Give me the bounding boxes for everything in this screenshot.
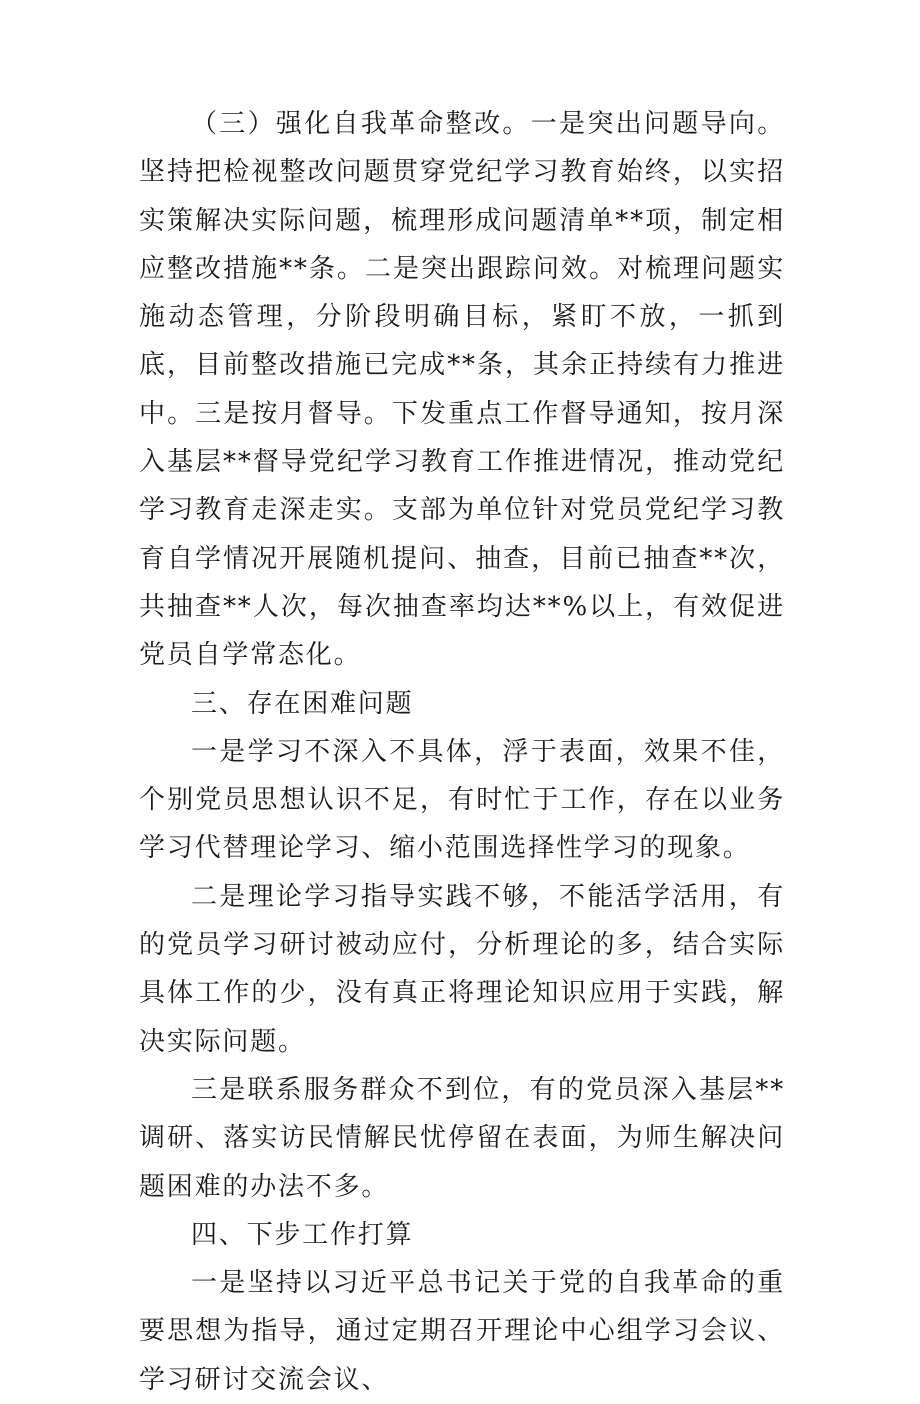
paragraph-problem-one: 一是学习不深入不具体，浮于表面，效果不佳，个别党员思想认识不足，有时忙于工作，存在以业务学习代替理论学习、缩小范围选择性学习的现象。: [139, 736, 785, 864]
document-body: [139, 100, 785, 1404]
section-heading-difficulties: 三、存在困难问题: [191, 688, 414, 719]
section-heading-next-steps: 四、下步工作打算: [191, 1219, 414, 1250]
paragraph-next-step-one: 一是坚持以习近平总书记关于党的自我革命的重要思想为指导，通过定期召开理论中心组学习会议、学习研讨交流会议、: [139, 1268, 785, 1395]
paragraph-problem-three: 三是联系服务群众不到位，有的党员深入基层**调研、落实访民情解民忧停留在表面，为师生解决问题困难的办法不多。: [139, 1074, 785, 1202]
paragraph-self-revolution-rectification: （三）强化自我革命整改。一是突出问题导向。坚持把检视整改问题贯穿党纪学习教育始终，以实招实策解决实际问题，梳理形成问题清单**项，制定相应整改措施**条。二是突出跟踪问效。对梳理问题实施动态管理，分阶段明确目标，紧盯不放，一抓到底，目前整改措施已完成**条，其余正持续有力推进中。三是按月督导。下发重点工作督导通知，按月深入基层**督导党纪学习教育工作推进情况，推动党纪学习教育走深走实。支部为单位针对党员党纪学习教育自学情况开展随机提问、抽查，目前已抽查**次，共抽查**人次，每次抽查率均达**%以上，有效促进党员自学常态化。: [139, 109, 785, 671]
paragraph-problem-two: 二是理论学习指导实践不够，不能活学活用，有的党员学习研讨被动应付，分析理论的多，结合实际具体工作的少，没有真正将理论知识应用于实践，解决实际问题。: [139, 881, 785, 1057]
